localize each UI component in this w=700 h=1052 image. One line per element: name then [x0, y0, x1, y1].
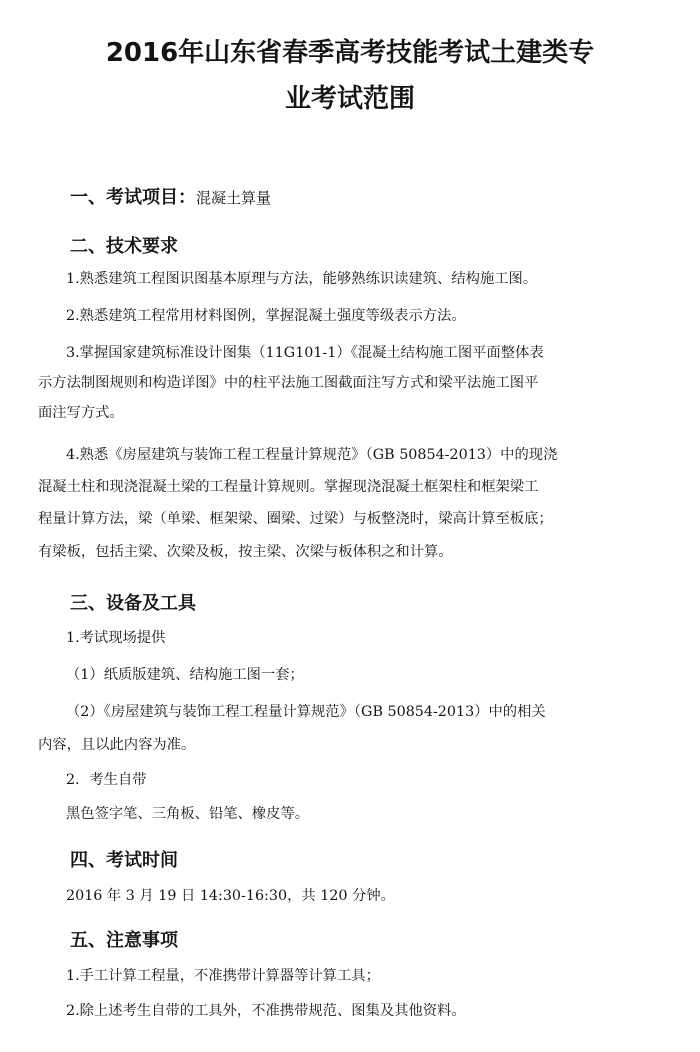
- section3-sub1-item2-line1: （2）《房屋建筑与装饰工程工程量计算规范》（GB 50854-2013）中的相关: [66, 704, 546, 720]
- section3-sub2-text: 黑色签字笔、三角板、铅笔、橡皮等。: [66, 806, 310, 822]
- document-title-line2: 业考试范围: [284, 84, 415, 114]
- section2-item3-line3: 面注写方式。: [38, 405, 124, 421]
- section3-sub1-item2-line2: 内容，且以此内容为准。: [38, 737, 196, 753]
- section2-item1: 1.熟悉建筑工程图识图基本原理与方法，能够熟练识读建筑、结构施工图。: [66, 271, 538, 287]
- section2-item2: 2.熟悉建筑工程常用材料图例，掌握混凝土强度等级表示方法。: [66, 308, 466, 324]
- section2-item3-line2: 示方法制图规则和构造详图》中的柱平法施工图截面注写方式和梁平法施工图平: [38, 375, 539, 391]
- section2-item4-line4: 有梁板，包括主梁、次梁及板，按主梁、次梁与板体积之和计算。: [38, 544, 453, 560]
- section1-heading-label: 一、考试项目：: [70, 187, 196, 208]
- section3-sub1-item1: （1）纸质版建筑、结构施工图一套；: [66, 667, 304, 683]
- section5-heading: 五、注意事项: [70, 930, 178, 951]
- section2-item4-line1: 4.熟悉《房屋建筑与装饰工程工程量计算规范》（GB 50854-2013）中的现浇: [66, 447, 558, 463]
- section3-sub2: 2．考生自带: [66, 772, 147, 788]
- section5-item2: 2.除上述考生自带的工具外，不准携带规范、图集及其他资料。: [66, 1003, 466, 1019]
- section2-item3-line1: 3.掌握国家建筑标准设计图集（11G101-1）《混凝土结构施工图平面整体表: [66, 345, 544, 361]
- section2-item4-line3: 程量计算方法，梁（单梁、框架梁、圈梁、过梁）与板整浇时，梁高计算至板底；: [38, 511, 553, 527]
- exam-item-value: 混凝土算量: [196, 189, 272, 207]
- section5-item1: 1.手工计算工程量，不准携带计算器等计算工具；: [66, 968, 380, 984]
- section3-heading: 三、设备及工具: [70, 593, 196, 614]
- section4-heading: 四、考试时间: [70, 850, 178, 871]
- document-title-line1: 2016年山东省春季高考技能考试土建类专: [105, 38, 595, 68]
- section2-heading: 二、技术要求: [70, 236, 178, 257]
- section2-item4-line2: 混凝土柱和现浇混凝土梁的工程量计算规则。掌握现浇混凝土框架柱和框架梁工: [38, 479, 539, 495]
- section3-sub1: 1.考试现场提供: [66, 630, 166, 646]
- section1-heading: [70, 183, 271, 209]
- exam-time-text: 2016 年 3 月 19 日 14:30-16:30，共 120 分钟。: [66, 888, 395, 904]
